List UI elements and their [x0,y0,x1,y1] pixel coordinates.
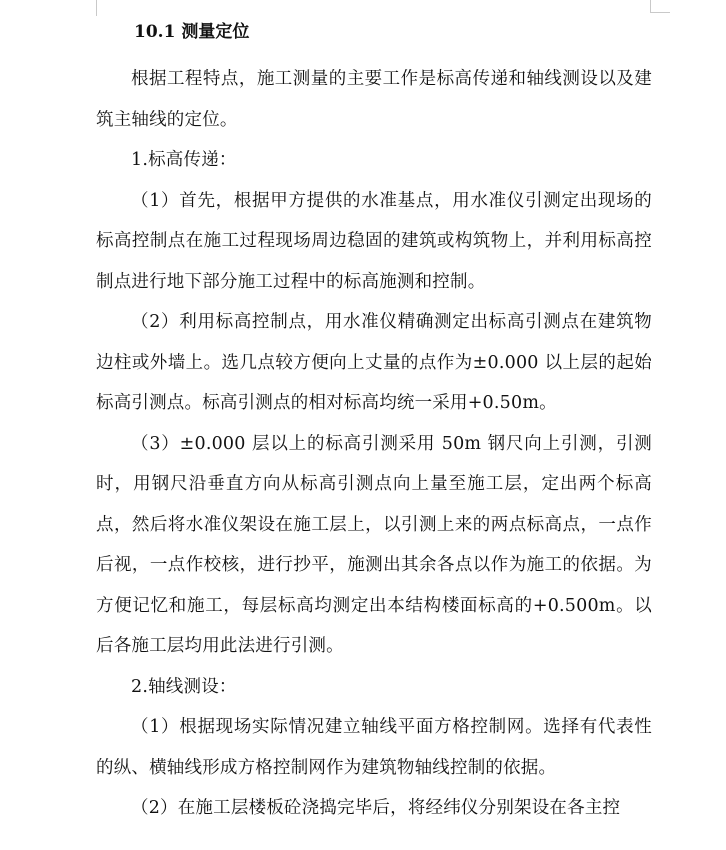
paragraph-elevation-3: （3）±0.000 层以上的标高引测采用 50m 钢尺向上引测，引测时，用钢尺沿垂直方向从标高引测点向上量至施工层，定出两个标高点，然后将水准仪架设在施工层上，以引测上来的两点标高点，一点作后视，一点作校核，进行抄平，施测出其余各点以作为施工的依据。为方便记忆和施工，每层标高均测定出本结构楼面标高的+0.500m。以后各施工层均用此法进行引测。 [96,433,652,656]
paragraph-axis-1: （1）根据现场实际情况建立轴线平面方格控制网。选择有代表性的纵、横轴线形成方格控制网作为建筑物轴线控制的依据。 [96,717,652,778]
subsection-heading-elevation: 1.标高传递： [131,150,237,170]
subsection-heading-axis: 2.轴线测设： [131,676,237,697]
paragraph-elevation-1: （1）首先，根据甲方提供的水准基点，用水准仪引测定出现场的标高控制点在施工过程现场周边稳固的建筑或构筑物上，并利用标高控制点进行地下部分施工过程中的标高施测和控制。 [96,190,652,292]
margin-mark-top-right-vertical [650,0,651,12]
document-body [96,18,652,829]
paragraph-elevation-2: （2）利用标高控制点，用水准仪精确测定出标高引测点在建筑物边柱或外墙上。选几点较方便向上丈量的点作为±0.000 以上层的起始标高引测点。标高引测点的相对标高均统一采用+0.50m。 [96,312,652,413]
section-heading: 10.1 测量定位 [134,22,250,42]
paragraph-axis-2: （2）在施工层楼板砼浇捣完毕后，将经纬仪分别架设在各主控 [131,798,621,818]
margin-mark-top-left [96,0,97,16]
intro-paragraph: 根据工程特点，施工测量的主要工作是标高传递和轴线测设以及建筑主轴线的定位。 [96,69,652,130]
margin-mark-top-right-horizontal [650,12,670,13]
